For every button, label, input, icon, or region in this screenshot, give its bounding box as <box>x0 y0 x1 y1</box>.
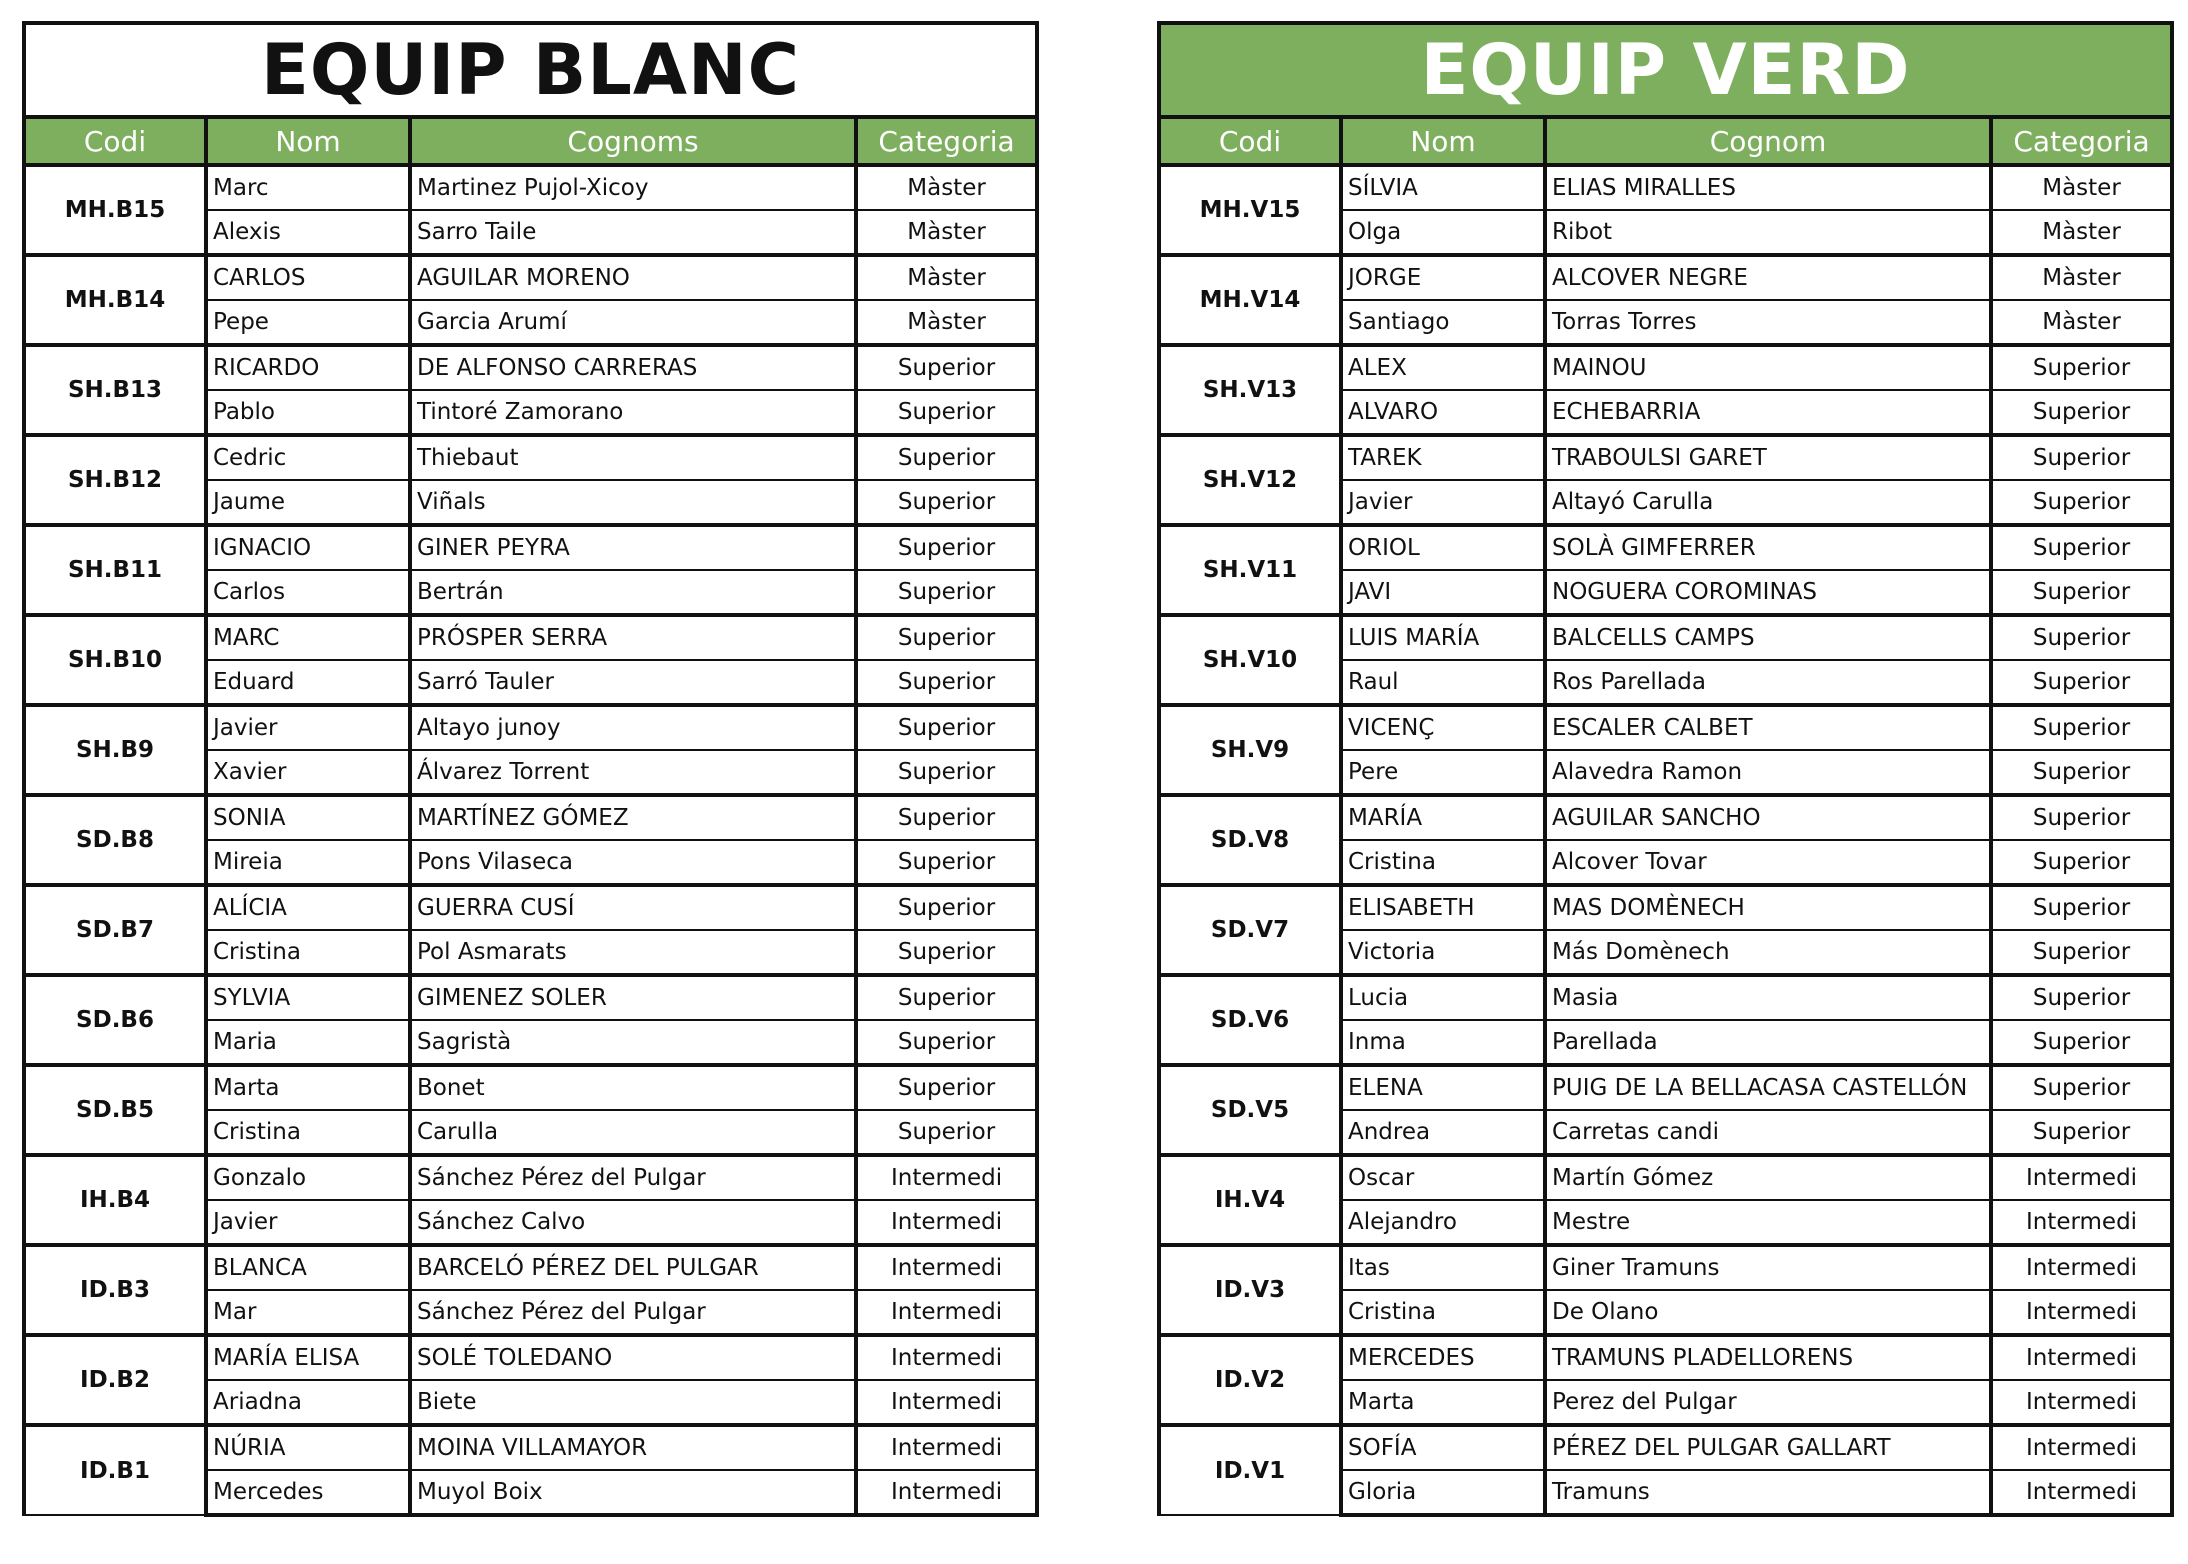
table-row <box>24 1065 1037 1110</box>
surname-cell: TRABOULSI GARET <box>1545 435 1991 480</box>
first-name-cell: LUIS MARÍA <box>1341 615 1545 660</box>
surname-cell: Thiebaut <box>410 435 856 480</box>
surname-cell: MAINOU <box>1545 345 1991 390</box>
surname-cell: Giner Tramuns <box>1545 1245 1991 1290</box>
surname-cell: AGUILAR MORENO <box>410 255 856 300</box>
first-name-cell: ALVARO <box>1341 390 1545 435</box>
surname-cell: Masia <box>1545 975 1991 1020</box>
category-cell: Superior <box>856 840 1037 885</box>
table-row <box>1159 885 2172 930</box>
first-name-cell: Javier <box>206 705 410 750</box>
team-title: EQUIP BLANC <box>24 23 1037 117</box>
surname-cell: De Olano <box>1545 1290 1991 1335</box>
table-row <box>1159 1065 2172 1110</box>
first-name-cell: Gonzalo <box>206 1155 410 1200</box>
first-name-cell: Pere <box>1341 750 1545 795</box>
first-name-cell: Gloria <box>1341 1470 1545 1515</box>
first-name-cell: Oscar <box>1341 1155 1545 1200</box>
table-row <box>1159 615 2172 660</box>
category-cell: Superior <box>1991 1110 2172 1155</box>
category-cell: Superior <box>1991 975 2172 1020</box>
pair-code: SH.V9 <box>1159 705 1341 795</box>
surname-cell: AGUILAR SANCHO <box>1545 795 1991 840</box>
category-cell: Superior <box>1991 480 2172 525</box>
first-name-cell: Carlos <box>206 570 410 615</box>
column-header-codi: Codi <box>1159 117 1341 165</box>
category-cell: Superior <box>1991 390 2172 435</box>
table-row <box>1159 1155 2172 1200</box>
category-cell: Superior <box>1991 840 2172 885</box>
table-row <box>1159 975 2172 1020</box>
surname-cell: ECHEBARRIA <box>1545 390 1991 435</box>
category-cell: Intermedi <box>856 1245 1037 1290</box>
category-cell: Intermedi <box>1991 1155 2172 1200</box>
surname-cell: Ribot <box>1545 210 1991 255</box>
surname-cell: Parellada <box>1545 1020 1991 1065</box>
category-cell: Màster <box>1991 210 2172 255</box>
pair-code: SH.B13 <box>24 345 206 435</box>
surname-cell: Más Domènech <box>1545 930 1991 975</box>
first-name-cell: Lucia <box>1341 975 1545 1020</box>
first-name-cell: SÍLVIA <box>1341 165 1545 210</box>
first-name-cell: ALEX <box>1341 345 1545 390</box>
team-body <box>1159 165 2172 1515</box>
first-name-cell: Marta <box>1341 1380 1545 1425</box>
pair-code: MH.V15 <box>1159 165 1341 255</box>
column-header-nom: Nom <box>1341 117 1545 165</box>
table-row <box>24 1425 1037 1470</box>
category-cell: Intermedi <box>856 1425 1037 1470</box>
category-cell: Superior <box>856 750 1037 795</box>
surname-cell: Martinez Pujol-Xicoy <box>410 165 856 210</box>
team-title: EQUIP VERD <box>1159 23 2172 117</box>
table-row <box>1159 795 2172 840</box>
category-cell: Superior <box>856 885 1037 930</box>
surname-cell: Carulla <box>410 1110 856 1155</box>
category-cell: Superior <box>856 345 1037 390</box>
first-name-cell: Jaume <box>206 480 410 525</box>
first-name-cell: Cedric <box>206 435 410 480</box>
pair-code: SH.B12 <box>24 435 206 525</box>
category-cell: Intermedi <box>1991 1290 2172 1335</box>
category-cell: Superior <box>1991 615 2172 660</box>
category-cell: Màster <box>1991 165 2172 210</box>
table-row <box>1159 525 2172 570</box>
surname-cell: Carretas candi <box>1545 1110 1991 1155</box>
table-row <box>1159 255 2172 300</box>
category-cell: Superior <box>1991 930 2172 975</box>
table-row <box>1159 1245 2172 1290</box>
surname-cell: Sánchez Pérez del Pulgar <box>410 1155 856 1200</box>
pair-code: SD.B8 <box>24 795 206 885</box>
category-cell: Màster <box>856 300 1037 345</box>
table-row <box>1159 165 2172 210</box>
category-cell: Superior <box>1991 885 2172 930</box>
first-name-cell: Olga <box>1341 210 1545 255</box>
surname-cell: SOLÉ TOLEDANO <box>410 1335 856 1380</box>
surname-cell: GINER PEYRA <box>410 525 856 570</box>
column-header-cognoms: Cognoms <box>410 117 856 165</box>
category-cell: Superior <box>1991 345 2172 390</box>
pair-code: SH.V13 <box>1159 345 1341 435</box>
pair-code: MH.B15 <box>24 165 206 255</box>
table-row <box>24 1335 1037 1380</box>
first-name-cell: Cristina <box>206 1110 410 1155</box>
pair-code: ID.B2 <box>24 1335 206 1425</box>
first-name-cell: Javier <box>206 1200 410 1245</box>
first-name-cell: Itas <box>1341 1245 1545 1290</box>
first-name-cell: Ariadna <box>206 1380 410 1425</box>
category-cell: Intermedi <box>1991 1425 2172 1470</box>
pair-code: SH.B9 <box>24 705 206 795</box>
category-cell: Superior <box>1991 435 2172 480</box>
table-row <box>1159 1425 2172 1470</box>
team-table <box>22 21 1039 1517</box>
table-row <box>24 345 1037 390</box>
first-name-cell: Cristina <box>1341 840 1545 885</box>
category-cell: Intermedi <box>1991 1245 2172 1290</box>
surname-cell: PÉREZ DEL PULGAR GALLART <box>1545 1425 1991 1470</box>
first-name-cell: Marc <box>206 165 410 210</box>
pair-code: IH.B4 <box>24 1155 206 1245</box>
team-verd-table-container <box>1157 21 2170 1517</box>
pair-code: ID.V3 <box>1159 1245 1341 1335</box>
pair-code: SH.V12 <box>1159 435 1341 525</box>
surname-cell: Ros Parellada <box>1545 660 1991 705</box>
table-row <box>24 795 1037 840</box>
pair-code: SD.V8 <box>1159 795 1341 885</box>
surname-cell: Sánchez Calvo <box>410 1200 856 1245</box>
pair-code: ID.V1 <box>1159 1425 1341 1515</box>
first-name-cell: Inma <box>1341 1020 1545 1065</box>
category-cell: Màster <box>856 210 1037 255</box>
header-row <box>24 117 1037 165</box>
surname-cell: MOINA VILLAMAYOR <box>410 1425 856 1470</box>
pair-code: SD.V5 <box>1159 1065 1341 1155</box>
team-blanc-table-container <box>22 21 1035 1517</box>
category-cell: Superior <box>856 660 1037 705</box>
first-name-cell: Xavier <box>206 750 410 795</box>
surname-cell: Bonet <box>410 1065 856 1110</box>
category-cell: Màster <box>856 255 1037 300</box>
pair-code: SD.V6 <box>1159 975 1341 1065</box>
table-row <box>1159 1335 2172 1380</box>
pair-code: IH.V4 <box>1159 1155 1341 1245</box>
column-header-codi: Codi <box>24 117 206 165</box>
category-cell: Intermedi <box>856 1380 1037 1425</box>
table-row <box>24 435 1037 480</box>
pair-code: SH.B10 <box>24 615 206 705</box>
pair-code: SH.V10 <box>1159 615 1341 705</box>
pair-code: SD.V7 <box>1159 885 1341 975</box>
surname-cell: Sánchez Pérez del Pulgar <box>410 1290 856 1335</box>
first-name-cell: JORGE <box>1341 255 1545 300</box>
first-name-cell: Maria <box>206 1020 410 1065</box>
category-cell: Superior <box>856 615 1037 660</box>
surname-cell: Tintoré Zamorano <box>410 390 856 435</box>
team-table <box>1157 21 2174 1517</box>
category-cell: Intermedi <box>1991 1335 2172 1380</box>
column-header-cognom: Cognom <box>1545 117 1991 165</box>
category-cell: Màster <box>1991 300 2172 345</box>
column-header-nom: Nom <box>206 117 410 165</box>
first-name-cell: NÚRIA <box>206 1425 410 1470</box>
pair-code: ID.V2 <box>1159 1335 1341 1425</box>
first-name-cell: TAREK <box>1341 435 1545 480</box>
first-name-cell: Javier <box>1341 480 1545 525</box>
column-header-categoria: Categoria <box>1991 117 2172 165</box>
category-cell: Màster <box>1991 255 2172 300</box>
pair-code: ID.B3 <box>24 1245 206 1335</box>
table-row <box>24 525 1037 570</box>
table-row <box>24 975 1037 1020</box>
category-cell: Superior <box>856 705 1037 750</box>
first-name-cell: Cristina <box>206 930 410 975</box>
category-cell: Intermedi <box>856 1200 1037 1245</box>
category-cell: Intermedi <box>1991 1200 2172 1245</box>
surname-cell: NOGUERA COROMINAS <box>1545 570 1991 615</box>
surname-cell: Pons Vilaseca <box>410 840 856 885</box>
surname-cell: Alcover Tovar <box>1545 840 1991 885</box>
surname-cell: Torras Torres <box>1545 300 1991 345</box>
category-cell: Superior <box>856 480 1037 525</box>
category-cell: Superior <box>856 435 1037 480</box>
first-name-cell: Raul <box>1341 660 1545 705</box>
surname-cell: BALCELLS CAMPS <box>1545 615 1991 660</box>
surname-cell: Pol Asmarats <box>410 930 856 975</box>
pair-code: SH.B11 <box>24 525 206 615</box>
team-body <box>24 165 1037 1515</box>
surname-cell: ALCOVER NEGRE <box>1545 255 1991 300</box>
first-name-cell: CARLOS <box>206 255 410 300</box>
first-name-cell: Pablo <box>206 390 410 435</box>
category-cell: Superior <box>856 570 1037 615</box>
surname-cell: Altayó Carulla <box>1545 480 1991 525</box>
surname-cell: GUERRA CUSÍ <box>410 885 856 930</box>
first-name-cell: ORIOL <box>1341 525 1545 570</box>
first-name-cell: SONIA <box>206 795 410 840</box>
first-name-cell: RICARDO <box>206 345 410 390</box>
surname-cell: Sarró Tauler <box>410 660 856 705</box>
first-name-cell: MERCEDES <box>1341 1335 1545 1380</box>
surname-cell: Viñals <box>410 480 856 525</box>
surname-cell: PUIG DE LA BELLACASA CASTELLÓN <box>1545 1065 1991 1110</box>
category-cell: Superior <box>1991 525 2172 570</box>
first-name-cell: Alexis <box>206 210 410 255</box>
table-row <box>1159 705 2172 750</box>
pair-code: SD.B7 <box>24 885 206 975</box>
category-cell: Intermedi <box>856 1155 1037 1200</box>
category-cell: Intermedi <box>856 1470 1037 1515</box>
first-name-cell: MARC <box>206 615 410 660</box>
surname-cell: ESCALER CALBET <box>1545 705 1991 750</box>
surname-cell: Garcia Arumí <box>410 300 856 345</box>
surname-cell: MARTÍNEZ GÓMEZ <box>410 795 856 840</box>
first-name-cell: Pepe <box>206 300 410 345</box>
category-cell: Superior <box>1991 705 2172 750</box>
category-cell: Superior <box>1991 660 2172 705</box>
table-row <box>24 165 1037 210</box>
first-name-cell: Mar <box>206 1290 410 1335</box>
first-name-cell: SYLVIA <box>206 975 410 1020</box>
category-cell: Superior <box>856 975 1037 1020</box>
pair-code: MH.B14 <box>24 255 206 345</box>
category-cell: Superior <box>856 1020 1037 1065</box>
first-name-cell: Santiago <box>1341 300 1545 345</box>
surname-cell: Perez del Pulgar <box>1545 1380 1991 1425</box>
pair-code: SD.B6 <box>24 975 206 1065</box>
surname-cell: ELIAS MIRALLES <box>1545 165 1991 210</box>
first-name-cell: Mireia <box>206 840 410 885</box>
first-name-cell: Victoria <box>1341 930 1545 975</box>
first-name-cell: ELISABETH <box>1341 885 1545 930</box>
category-cell: Superior <box>1991 570 2172 615</box>
category-cell: Intermedi <box>856 1335 1037 1380</box>
table-row <box>24 1245 1037 1290</box>
category-cell: Superior <box>856 1065 1037 1110</box>
category-cell: Superior <box>1991 1020 2172 1065</box>
surname-cell: Sagristà <box>410 1020 856 1065</box>
surname-cell: GIMENEZ SOLER <box>410 975 856 1020</box>
first-name-cell: Andrea <box>1341 1110 1545 1155</box>
surname-cell: MAS DOMÈNECH <box>1545 885 1991 930</box>
first-name-cell: Mercedes <box>206 1470 410 1515</box>
category-cell: Superior <box>856 1110 1037 1155</box>
first-name-cell: JAVI <box>1341 570 1545 615</box>
surname-cell: Sarro Taile <box>410 210 856 255</box>
surname-cell: Tramuns <box>1545 1470 1991 1515</box>
surname-cell: SOLÀ GIMFERRER <box>1545 525 1991 570</box>
first-name-cell: BLANCA <box>206 1245 410 1290</box>
first-name-cell: MARÍA ELISA <box>206 1335 410 1380</box>
first-name-cell: ALÍCIA <box>206 885 410 930</box>
surname-cell: Álvarez Torrent <box>410 750 856 795</box>
surname-cell: TRAMUNS PLADELLORENS <box>1545 1335 1991 1380</box>
surname-cell: BARCELÓ PÉREZ DEL PULGAR <box>410 1245 856 1290</box>
category-cell: Superior <box>856 390 1037 435</box>
table-row <box>24 705 1037 750</box>
table-row <box>24 615 1037 660</box>
surname-cell: Muyol Boix <box>410 1470 856 1515</box>
category-cell: Intermedi <box>1991 1380 2172 1425</box>
surname-cell: Martín Gómez <box>1545 1155 1991 1200</box>
table-row <box>24 255 1037 300</box>
table-row <box>24 885 1037 930</box>
category-cell: Superior <box>856 795 1037 840</box>
category-cell: Màster <box>856 165 1037 210</box>
category-cell: Superior <box>856 930 1037 975</box>
category-cell: Superior <box>1991 750 2172 795</box>
surname-cell: Biete <box>410 1380 856 1425</box>
surname-cell: Altayo junoy <box>410 705 856 750</box>
category-cell: Superior <box>1991 795 2172 840</box>
table-row <box>1159 435 2172 480</box>
category-cell: Superior <box>1991 1065 2172 1110</box>
surname-cell: Alavedra Ramon <box>1545 750 1991 795</box>
pair-code: MH.V14 <box>1159 255 1341 345</box>
first-name-cell: SOFÍA <box>1341 1425 1545 1470</box>
table-row <box>1159 345 2172 390</box>
table-row <box>24 1155 1037 1200</box>
first-name-cell: MARÍA <box>1341 795 1545 840</box>
column-header-categoria: Categoria <box>856 117 1037 165</box>
header-row <box>1159 117 2172 165</box>
first-name-cell: IGNACIO <box>206 525 410 570</box>
surname-cell: DE ALFONSO CARRERAS <box>410 345 856 390</box>
first-name-cell: Eduard <box>206 660 410 705</box>
pair-code: SH.V11 <box>1159 525 1341 615</box>
pair-code: SD.B5 <box>24 1065 206 1155</box>
surname-cell: Mestre <box>1545 1200 1991 1245</box>
category-cell: Superior <box>856 525 1037 570</box>
surname-cell: PRÓSPER SERRA <box>410 615 856 660</box>
first-name-cell: VICENÇ <box>1341 705 1545 750</box>
first-name-cell: ELENA <box>1341 1065 1545 1110</box>
first-name-cell: Marta <box>206 1065 410 1110</box>
first-name-cell: Alejandro <box>1341 1200 1545 1245</box>
first-name-cell: Cristina <box>1341 1290 1545 1335</box>
category-cell: Intermedi <box>1991 1470 2172 1515</box>
category-cell: Intermedi <box>856 1290 1037 1335</box>
pair-code: ID.B1 <box>24 1425 206 1515</box>
surname-cell: Bertrán <box>410 570 856 615</box>
